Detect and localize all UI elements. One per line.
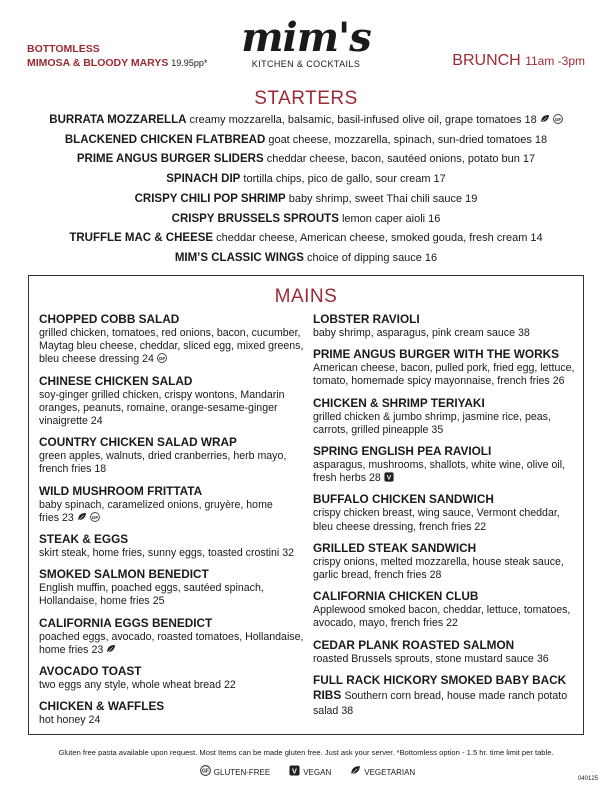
menu-item xyxy=(39,699,307,727)
dish-description: American cheese, bacon, pulled pork, fried egg, lettuce, tomato, homemade spicy mayonnaise, french fries xyxy=(313,362,575,388)
menu-item xyxy=(39,532,307,560)
svg-text:V: V xyxy=(292,766,298,776)
dish-description: green apples, walnuts, dried cranberries, herb mayo, french fries xyxy=(39,450,287,476)
dietary-legend xyxy=(0,765,612,777)
dish-price: 35 xyxy=(431,423,444,436)
dish-name: TRUFFLE MAC & CHEESE xyxy=(69,232,214,245)
dish-description: baby shrimp, sweet Thai chili sauce xyxy=(288,192,463,205)
vegetarian-icon xyxy=(106,644,116,654)
dish-price: 38 xyxy=(341,705,354,718)
gluten-free-icon xyxy=(157,353,167,363)
dish-price: 24 xyxy=(90,415,103,428)
dish-price: 36 xyxy=(536,652,549,665)
starter-item xyxy=(0,210,612,230)
dish-description: choice of dipping sauce xyxy=(306,251,422,264)
footnote: Gluten free pasta available upon request. Most Items can be made gluten free. Just ask your server. *Bottomless option - 1.5 hr. time limit per table. xyxy=(58,748,554,757)
dish-details xyxy=(39,450,307,476)
dish-name: CALIFORNIA CHICKEN CLUB xyxy=(313,589,479,604)
dish-price: 17 xyxy=(522,153,536,166)
vegan-icon xyxy=(384,472,394,482)
gluten-free-icon xyxy=(200,765,211,776)
dish-price: 19 xyxy=(465,192,478,205)
vegetarian-icon xyxy=(77,512,87,522)
dish-price: 32 xyxy=(282,547,295,560)
legend-item xyxy=(347,768,415,777)
svg-text:GF: GF xyxy=(158,356,166,362)
dish-price: 22 xyxy=(446,617,458,630)
dish-details xyxy=(313,327,578,340)
dish-name: MIM’S CLASSIC WINGS xyxy=(174,251,304,264)
dish-name: LOBSTER RAVIOLI xyxy=(313,312,420,326)
dish-price: 18 xyxy=(534,133,548,146)
dish-price: 22 xyxy=(474,520,487,533)
promo-price: 19.95pp* xyxy=(171,58,208,68)
dish-description: lemon caper aioli xyxy=(341,212,426,225)
dish-description: English muffin, poached eggs, sautéed spinach, Hollandaise, home fries xyxy=(39,582,264,608)
promo-line-2: MIMOSA & BLOODY MARYS xyxy=(27,57,169,69)
dish-description: Applewood smoked bacon, cheddar, lettuce, tomatoes, avocado, mayo, french fries xyxy=(313,604,571,630)
dish-description: tortilla chips, pico de gallo, sour cream xyxy=(243,173,431,186)
mains-heading: MAINS xyxy=(274,286,338,307)
menu-item xyxy=(39,664,307,692)
dish-details xyxy=(39,631,307,657)
dish-price: 17 xyxy=(433,173,446,186)
menu-item xyxy=(39,435,307,476)
menu-item xyxy=(313,589,578,630)
dish-price: 18 xyxy=(94,463,107,476)
dish-description: soy-ginger grilled chicken, crispy wontons, Mandarin oranges, peanuts, romaine, orange-sesame-ginger vinaigrette xyxy=(39,388,285,428)
meal-hours: 11am -3pm xyxy=(525,54,585,68)
gluten-free-icon xyxy=(553,114,563,124)
dish-price: 16 xyxy=(428,212,441,225)
dish-description: grilled chicken, tomatoes, red onions, bacon, cucumber, Maytag bleu cheese, cheddar, sliced egg, mixed greens, bleu cheese dressing xyxy=(39,327,304,366)
menu-item xyxy=(313,396,578,437)
dish-description: asparagus, mushrooms, shallots, white wine, olive oil, fresh herbs xyxy=(313,459,566,485)
dish-details xyxy=(39,499,307,525)
dish-price: 23 xyxy=(62,511,74,524)
menu-item xyxy=(313,541,578,582)
menu-item xyxy=(39,484,307,525)
dish-price: 16 xyxy=(424,251,438,264)
starter-item xyxy=(0,170,612,190)
starter-item xyxy=(0,111,612,131)
starter-item xyxy=(0,249,612,269)
menu-item xyxy=(39,312,307,367)
starter-item xyxy=(0,190,612,210)
gluten-free-icon xyxy=(90,512,100,522)
dish-name: CRISPY CHILI POP SHRIMP xyxy=(134,192,286,205)
dish-price: 28 xyxy=(429,569,442,582)
dish-name: CHOPPED COBB SALAD xyxy=(39,312,180,326)
svg-text:GF: GF xyxy=(201,768,209,775)
dish-price: 14 xyxy=(530,232,543,245)
dish-price: 22 xyxy=(223,679,236,692)
svg-text:V: V xyxy=(386,474,392,482)
menu-item xyxy=(39,374,307,429)
dish-details xyxy=(313,362,578,388)
dish-name: CRISPY BRUSSELS SPROUTS xyxy=(171,212,339,225)
dish-details xyxy=(39,714,307,727)
starter-item xyxy=(0,229,612,249)
dish-details xyxy=(39,389,307,429)
menu-item xyxy=(313,312,578,340)
legend-item xyxy=(197,768,270,777)
menu-item xyxy=(313,444,578,485)
vegetarian-icon xyxy=(350,765,361,776)
dish-price: 24 xyxy=(88,714,101,727)
svg-text:GF: GF xyxy=(554,116,561,122)
logo-name: mim's xyxy=(241,14,371,61)
dish-description: two eggs any style, whole wheat bread xyxy=(39,679,221,692)
menu-item xyxy=(313,673,578,718)
dish-price: 23 xyxy=(91,643,104,656)
dish-name: BURRATA MOZZARELLA xyxy=(49,114,187,126)
dish-name: BLACKENED CHICKEN FLATBREAD xyxy=(64,133,266,146)
legend-label: VEGAN xyxy=(303,768,332,777)
dish-name: CHINESE CHICKEN SALAD xyxy=(39,373,193,388)
dish-price: 38 xyxy=(517,327,530,339)
dish-description: cheddar cheese, American cheese, smoked gouda, fresh cream xyxy=(216,232,528,245)
dish-details xyxy=(313,459,578,485)
dish-details xyxy=(39,547,307,560)
dish-name: PRIME ANGUS BURGER WITH THE WORKS xyxy=(313,347,559,362)
dish-name: FULL RACK HICKORY SMOKED BABY BACK RIBS xyxy=(313,672,567,702)
dish-description: cheddar cheese, bacon, sautéed onions, potato bun xyxy=(266,153,520,166)
dish-details xyxy=(39,582,307,608)
dish-description: roasted Brussels sprouts, stone mustard sauce xyxy=(313,652,534,665)
dish-name: CHICKEN & SHRIMP TERIYAKI xyxy=(313,395,485,410)
starter-item xyxy=(0,131,612,151)
dish-details xyxy=(39,327,307,367)
dish-details xyxy=(313,653,578,666)
dish-details xyxy=(313,411,578,437)
meal-title: BRUNCH xyxy=(452,52,521,69)
dish-name: SMOKED SALMON BENEDICT xyxy=(39,567,209,582)
legend-label: GLUTEN-FREE xyxy=(213,768,271,777)
dish-details xyxy=(313,556,578,582)
dish-name: PRIME ANGUS BURGER SLIDERS xyxy=(76,153,264,166)
mains-right-column xyxy=(313,312,578,725)
menu-item xyxy=(313,638,578,666)
promo-line-1: BOTTOMLESS xyxy=(27,43,100,55)
dish-description: skirt steak, home fries, sunny eggs, toasted crostini xyxy=(39,547,280,560)
menu-item xyxy=(39,616,307,657)
dish-description: baby spinach, caramelized onions, gruyère, home fries xyxy=(39,498,273,524)
dish-description: Southern corn bread, house made ranch potato salad xyxy=(313,689,568,718)
mains-left-column xyxy=(39,312,307,734)
mains-section xyxy=(28,275,584,735)
dish-name: BUFFALO CHICKEN SANDWICH xyxy=(313,492,494,507)
menu-item xyxy=(39,567,307,608)
dish-details xyxy=(39,679,307,692)
dish-description: creamy mozzarella, balsamic, basil-infused olive oil, grape tomatoes xyxy=(189,114,522,126)
dish-name: CALIFORNIA EGGS BENEDICT xyxy=(39,615,213,630)
dish-name-block xyxy=(313,673,578,718)
starters-heading: STARTERS xyxy=(254,88,358,109)
dish-name: STEAK & EGGS xyxy=(39,532,129,547)
dish-description: goat cheese, mozzarella, spinach, sun-dried tomatoes xyxy=(268,133,532,146)
menu-code: 040125 xyxy=(577,776,598,782)
dish-price: 24 xyxy=(142,353,154,366)
dish-price: 26 xyxy=(552,375,565,388)
starter-item xyxy=(0,150,612,170)
dish-name: WILD MUSHROOM FRITTATA xyxy=(39,483,203,498)
dish-price: 28 xyxy=(369,472,381,485)
dish-description: baby shrimp, asparagus, pink cream sauce xyxy=(313,327,515,339)
dish-details xyxy=(313,604,578,630)
dish-details xyxy=(313,507,578,533)
vegan-icon xyxy=(289,765,300,776)
starters-list xyxy=(0,111,612,269)
dish-name: CHICKEN & WAFFLES xyxy=(39,699,165,714)
legend-item xyxy=(286,768,331,777)
legend-label: VEGETARIAN xyxy=(364,768,416,777)
brunch-hours xyxy=(452,52,585,70)
dish-name: COUNTRY CHICKEN SALAD WRAP xyxy=(39,435,237,450)
vegetarian-icon xyxy=(540,114,550,124)
dish-name: SPRING ENGLISH PEA RAVIOLI xyxy=(313,444,492,459)
menu-item xyxy=(313,347,578,388)
dish-description: grilled chicken & jumbo shrimp, jasmine rice, peas, carrots, grilled pineapple xyxy=(313,410,551,436)
dish-description: poached eggs, avocado, roasted tomatoes, Hollandaise, home fries xyxy=(39,630,304,656)
dish-name: CEDAR PLANK ROASTED SALMON xyxy=(313,637,515,652)
dish-name: SPINACH DIP xyxy=(166,173,241,186)
svg-text:GF: GF xyxy=(91,514,98,520)
dish-description: crispy chicken breast, wing sauce, Vermont cheddar, bleu cheese dressing, french fries xyxy=(313,507,560,533)
dish-name: GRILLED STEAK SANDWICH xyxy=(313,540,477,555)
dish-price: 25 xyxy=(152,595,165,608)
dish-price: 18 xyxy=(524,114,537,126)
dish-description: hot honey xyxy=(39,714,86,727)
dish-description: crispy onions, melted mozzarella, house steak sauce, garlic bread, french fries xyxy=(313,555,564,582)
logo-tagline: KITCHEN & COCKTAILS xyxy=(251,59,361,69)
dish-name: AVOCADO TOAST xyxy=(39,664,142,679)
menu-item xyxy=(313,492,578,533)
